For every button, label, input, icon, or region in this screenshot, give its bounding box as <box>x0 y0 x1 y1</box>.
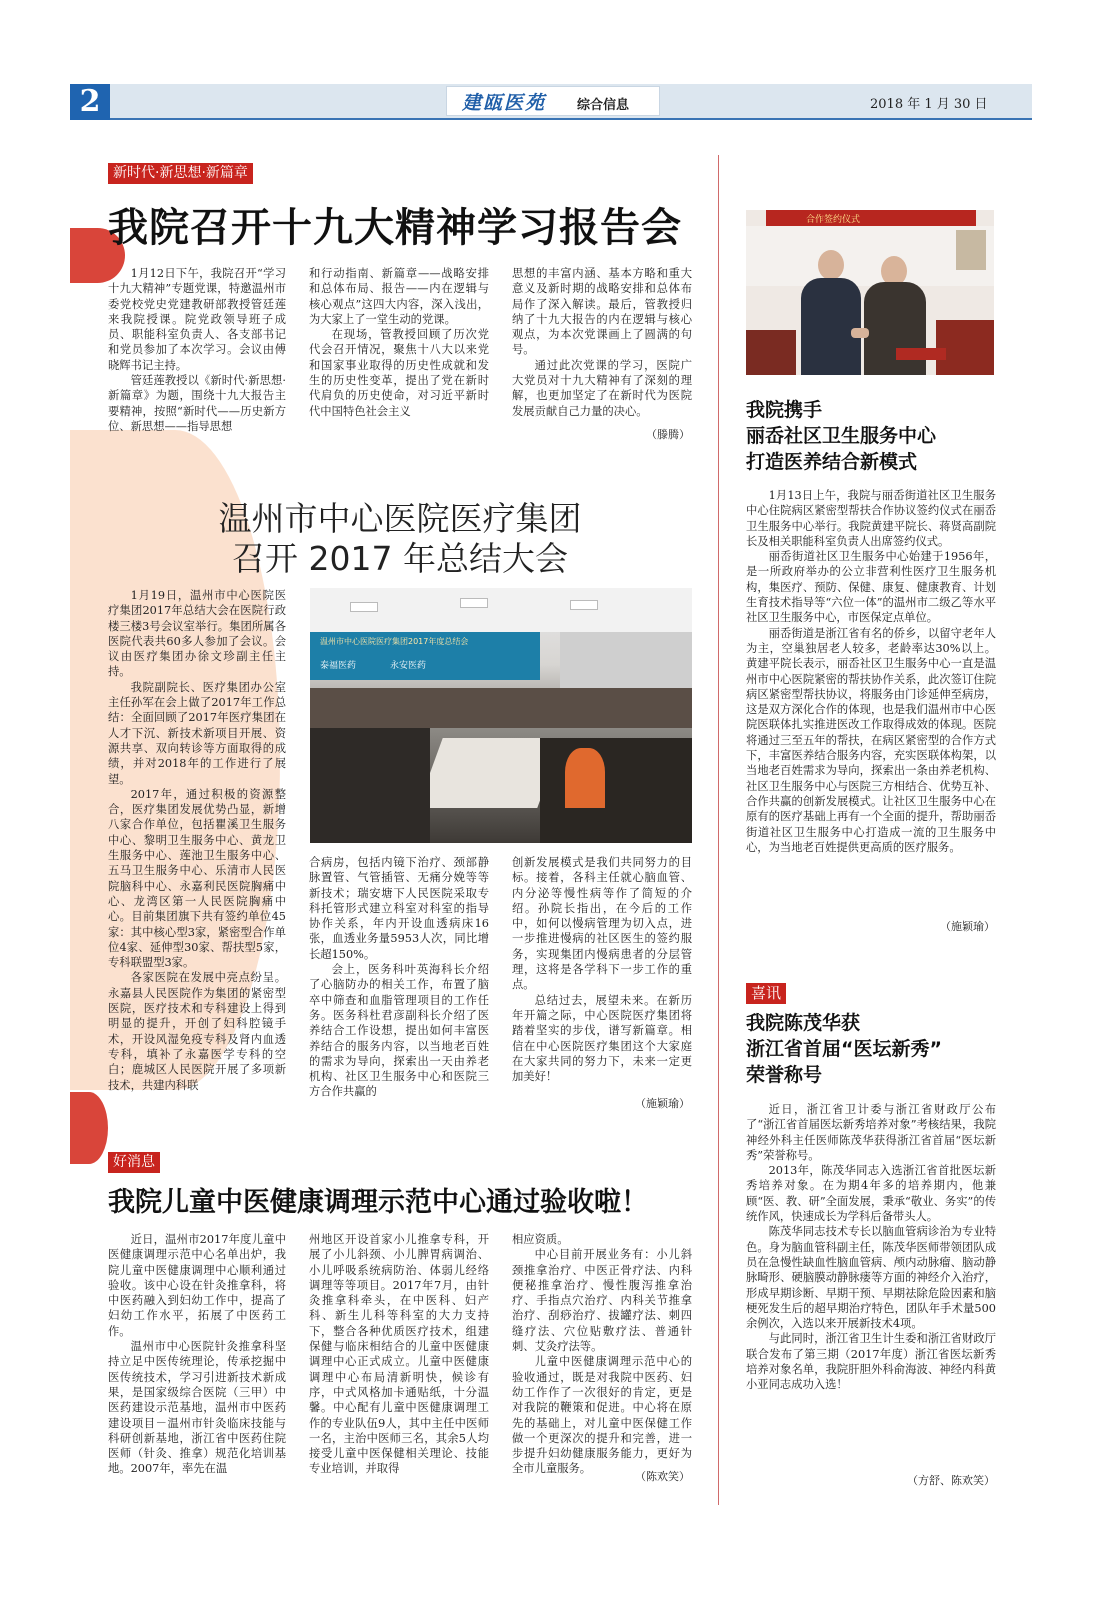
paragraph: 温州市中心医院针灸推拿科坚持立足中医传统理论，传承挖掘中医传统技术，学习引进新技术新成果，是国家级综合医院（三甲）中医药建设示范基地，温州市中医药建设项目－温州市针灸临床技能与科研创新基地，浙江省中医药住院医师（针灸、推拿）规范化培训基地。2007年，率先在温 <box>108 1340 286 1476</box>
paragraph: 与此同时，浙江省卫生计生委和浙江省财政厅联合发布了第三期（2017年度）浙江省医坛新秀培养对象名单，我院肝胆外科俞海波、神经内科黄小亚同志成功入选！ <box>746 1332 996 1392</box>
paragraph: 会上，医务科叶英海科长介绍了心脑防办的相关工作，布置了脑卒中筛查和血脂管理项目的工作任务。医务科杜君彦副科长介绍了医养结合工作设想，提出如何丰富医养结合的服务内容，以当地老百姓的需求为导向，探索出一天由养老机构、社区卫生服务中心和医院三方合作共赢的 <box>309 963 489 1099</box>
meeting-photo <box>310 588 692 843</box>
paragraph: 儿童中医健康调理示范中心的验收通过，既是对我院中医药、妇幼工作作了一次很好的肯定，更是对我院的鞭策和促进。中心将在原先的基础上，对儿童中医保健工作做一个更深次的提升和完善，进一步提升妇幼健康服务能力，更好为全市儿童服务。 <box>512 1355 692 1476</box>
paragraph: 合病房，包括内镜下治疗、颈部静脉置管、气管插管、无痛分娩等等新技术；瑞安塘下人民医院采取专科托管形式建立科室对科室的指导协作关系，年内开设血透病床16张，血透业务量5953人次，同比增长超150%。 <box>309 856 489 961</box>
paragraph: 在现场，管教授回顾了历次党代会召开情况，聚焦十八大以来党和国家事业取得的历史性成就和发生的历史性变革，提出了党在新时代肩负的历史使命，对习近平新时代中国特色社会主义 <box>309 328 489 418</box>
article-body <box>746 488 996 918</box>
section-tag: 喜讯 <box>746 983 786 1004</box>
article-headline-line: 荣誉称号 <box>746 1064 823 1086</box>
photo-audience-row <box>310 688 692 728</box>
paragraph: 近日，浙江省卫计委与浙江省财政厅公布了“浙江省首届医坛新秀培养对象”考核结果，我院神经外科主任医师陈茂华获得浙江省首届“医坛新秀”荣誉称号。 <box>746 1103 996 1162</box>
photo-sign-text: 泰福医药 <box>320 661 357 671</box>
byline: （施颖瑜） <box>900 918 995 934</box>
byline: （施颖瑜） <box>635 1097 690 1110</box>
paragraph: 丽岙街道社区卫生服务中心始建于1956年，是一所政府举办的公立非营利性医疗卫生服务机构，集医疗、预防、保健、康复、健康教育、计划生育技术指导等“六位一体”的温州市二级乙等水平社区卫生服务中心，市医保定点单位。 <box>746 550 996 625</box>
photo-banner-text: 温州市中心医院医疗集团2017年度总结会 <box>320 637 469 646</box>
article-headline-line: 我院携手 <box>746 399 823 421</box>
article-headline-line: 浙江省首届“医坛新秀” <box>746 1038 942 1060</box>
column-divider <box>718 155 719 1505</box>
article-headline: 我院儿童中医健康调理示范中心通过验收啦！ <box>108 1187 648 1218</box>
paragraph: 2013年，陈茂华同志入选浙江省首批医坛新秀培养对象。在为期4年多的培养期内，他兼顾“医、教、研”全面发展，秉承“敬业、务实”的传统作风，快速成长为学科后备带头人。 <box>746 1164 996 1224</box>
paragraph: 相应资质。 <box>512 1233 569 1246</box>
article-column <box>309 855 489 1110</box>
paragraph: 通过此次党课的学习，医院广大党员对十九大精神有了深刻的理解，也更加坚定了在新时代为医院发展贡献自己力量的决心。 <box>512 358 692 418</box>
handshake <box>851 328 869 338</box>
paragraph: 中心目前开展业务有：小儿斜颈推拿治疗、中医正骨疗法、内科便秘推拿治疗、慢性腹泻推拿治疗、手指点穴治疗、内科关节推拿治疗、刮痧治疗、拔罐疗法、刺四缝疗法、穴位贴敷疗法、普通针刺、艾灸疗法等。 <box>512 1248 692 1354</box>
section-tag: 好消息 <box>108 1152 160 1173</box>
issue-date: 2018 年 1 月 30 日 <box>870 97 988 112</box>
decor-left-shape-low <box>70 1092 108 1164</box>
red-chair <box>746 330 796 375</box>
article-column <box>309 266 489 441</box>
paragraph: 我院副院长、医疗集团办公室主任孙军在会上做了2017年工作总结：全面回顾了2017年医疗集团在人才下沉、新技术新项目开展、资源共享、双向转诊等方面取得的成绩，并对2018年的工作进行了展望。 <box>108 680 286 786</box>
photo-chairs <box>310 728 430 843</box>
article-column <box>512 855 692 1095</box>
ceiling-light <box>460 598 488 608</box>
person-body <box>801 278 861 375</box>
paragraph: 1月19日，温州市中心医院医疗集团2017年总结大会在医院行政楼三楼3号会议室举行。集团所属各医院代表共60多人参加了会议。会议由医疗集团办徐文珍副主任主持。 <box>108 589 286 679</box>
paragraph: 1月12日下午，我院召开“学习十九大精神”专题党课，特邀温州市委党校党史党建教研部教授管廷莲来我院授课。院党政领导班子成员、职能科室负责人、各支部书记和党员参加了本次学习。会议由傅晓辉书记主持。 <box>108 267 286 372</box>
page-number: 2 <box>70 84 110 120</box>
section-name: 综合信息 <box>577 98 630 113</box>
paragraph: 陈茂华同志技术专长以脑血管病诊治为专业特色。身为脑血管科副主任，陈茂华医师带领团队成员在急慢性缺血性脑血管病、颅内动脉瘤、脑动静脉畸形、硬脑膜动静脉瘘等方面的神经介入治疗，形成早期诊断、早期干预、早期祛除危险因素和脑梗死发生后的超早期治疗特色，团队年手术量500余例次，入选以来开展新技术4项。 <box>746 1225 996 1331</box>
photo-chairs <box>540 738 692 843</box>
ceiling-light <box>570 600 598 610</box>
paragraph: 州地区开设首家小儿推拿专科，开展了小儿斜颈、小儿脾胃病调治、小儿呼吸系统病防治、体弱儿经络调理等等项目。2017年7月，由针灸推拿科牵头，在中医科、妇产科、新生儿科等科室的大力支持下，整合各种优质医疗技术，组建保健与临床相结合的儿童中医健康调理中心正式成立。儿童中医健康调理中心布局清新明快，候诊有序，中式风格加卡通贴纸，十分温馨。中心配有儿童中医健康调理工作的专业队伍9人，其中主任中医师一名，主治中医师三名，其余5人均接受儿童中医保健相关理论、技能专业培训，并取得 <box>309 1233 489 1476</box>
paragraph: 各家医院在发展中亮点纷呈。永嘉县人民医院作为集团的紧密型医院，医疗技术和专科建设上得到明显的提升，开创了妇科腔镜手术，开设风湿免疫专科及肾内血透专科，填补了永嘉医学专科的空白；鹿城区人民医院开展了多项新技术，共建内科联 <box>108 971 286 1092</box>
article-headline-line: 打造医养结合新模式 <box>746 451 918 473</box>
article-column <box>309 1232 489 1482</box>
photo-sign-text: 永安医药 <box>390 661 427 671</box>
section-tag: 新时代·新思想·新篇章 <box>108 163 253 184</box>
paragraph: 创新发展模式是我们共同努力的目标。接着，各科主任就心脑血管、内分泌等慢性病等作了简短的介绍。孙院长指出，在今后的工作中，如何以慢病管理为切入点，进一步推进慢病的社区医生的签约服务，实现集团内慢病患者的分层管理，这将是各学科下一步工作的重点。 <box>512 856 692 992</box>
article-column <box>512 1232 692 1482</box>
photo-attendee <box>565 748 605 808</box>
article-headline-line: 丽岙社区卫生服务中心 <box>746 425 937 447</box>
signing-photo <box>746 210 994 375</box>
byline: （方舒、陈欢笑） <box>907 1474 995 1487</box>
brand-logo: 建瓯医苑 <box>462 92 547 114</box>
article-column <box>108 266 286 441</box>
paragraph: 总结过去，展望未来。在新历年开篇之际，中心医院医疗集团将踏着坚实的步伐，谱写新篇章。相信在中心医院医疗集团这个大家庭在大家共同的努力下，未来一定更加美好！ <box>512 993 692 1084</box>
byline: （陈欢笑） <box>600 1468 690 1484</box>
paragraph: 管廷莲教授以《新时代·新思想·新篇章》为题，围绕十九大报告主要精神，按照“新时代——历史新方位、新思想——指导思想 <box>108 374 286 433</box>
article-column <box>512 266 692 426</box>
article-body <box>746 1102 996 1472</box>
article-headline-line1: 温州市中心医院医疗集团 <box>218 499 582 538</box>
wall-picture <box>956 230 986 270</box>
document-folder <box>896 348 946 360</box>
paragraph: 丽岙街道是浙江省有名的侨乡，以留守老年人为主，空巢独居老人较多，老龄率达30%以上。黄建平院长表示，丽岙社区卫生服务中心一直是温州市中心医院紧密的帮扶协作关系，此次签订住院病区紧密型帮扶协议，将服务由门诊延伸至病房，这是双方深化合作的体现，也是我们温州市中心医院医联体扎实推进医改工作取得成效的体现。医院将通过三至五年的帮扶，在病区紧密型的合作方式下，丰富医养结合服务内容，充实医联体构架，以当地老百姓需求为导向，探索出一条由养老机构、社区卫生服务中心与医院三方相结合、优势互补、合作共赢的创新发展模式。让社区卫生服务中心在原有的医疗基础上再有一个全面的提升，帮助丽岙街道社区卫生服务中心打造成一流的卫生服务中心，为当地老百姓提供更高质的医疗服务。 <box>746 626 996 854</box>
paragraph: 和行动指南、新篇章——战略安排和总体布局、报告——内在逻辑与核心观点”这四大内容，深入浅出，为大家上了一堂生动的党课。 <box>309 267 489 326</box>
person-head <box>818 250 844 280</box>
byline: （滕腾） <box>646 428 690 441</box>
article-headline: 我院召开十九大精神学习报告会 <box>108 205 682 251</box>
article-headline-line: 我院陈茂华获 <box>746 1012 861 1034</box>
paragraph: 思想的丰富内涵、基本方略和重大意义及新时期的战略安排和总体布局作了深入解读。最后，管教授归纳了十九大报告的内在逻辑与核心观点，为本次党课画上了圆满的句号。 <box>512 267 692 357</box>
ceiling-light <box>350 602 378 612</box>
photo-banner-text: 合作签约仪式 <box>806 215 861 225</box>
article-headline-line2: 召开 2017 年总结大会 <box>232 539 568 578</box>
article-column <box>108 1232 286 1482</box>
paragraph: 2017年，通过积极的资源整合，医疗集团发展优势凸显，新增八家合作单位，包括瞿溪卫生服务中心、黎明卫生服务中心、黄龙卫生服务中心、莲池卫生服务中心、五马卫生服务中心、乐清市人民医院脑科中心、永嘉利民医院胸痛中心、龙湾区第一人民医院胸痛中心。目前集团旗下共有签约单位45家：其中核心型3家，紧密型合作单位4家、延伸型30家、帮扶型5家，专科联盟型3家。 <box>108 787 286 970</box>
photo-banner-bar <box>766 210 976 226</box>
person-body <box>864 282 926 375</box>
paragraph: 近日，温州市2017年度儿童中医健康调理示范中心名单出炉，我院儿童中医健康调理中心顺利通过验收。该中心设在针灸推拿科，将中医药融入到妇幼工作中，提高了妇幼工作水平，拓展了中医药工作。 <box>108 1233 286 1338</box>
photo-wall <box>560 632 692 692</box>
paragraph: 1月13日上午，我院与丽岙街道社区卫生服务中心住院病区紧密型帮扶合作协议签约仪式在丽岙卫生服务中心举行。我院黄建平院长、蒋贤高副院长及相关职能科室负责人出席签约仪式。 <box>746 489 996 548</box>
article-column <box>108 588 286 1108</box>
